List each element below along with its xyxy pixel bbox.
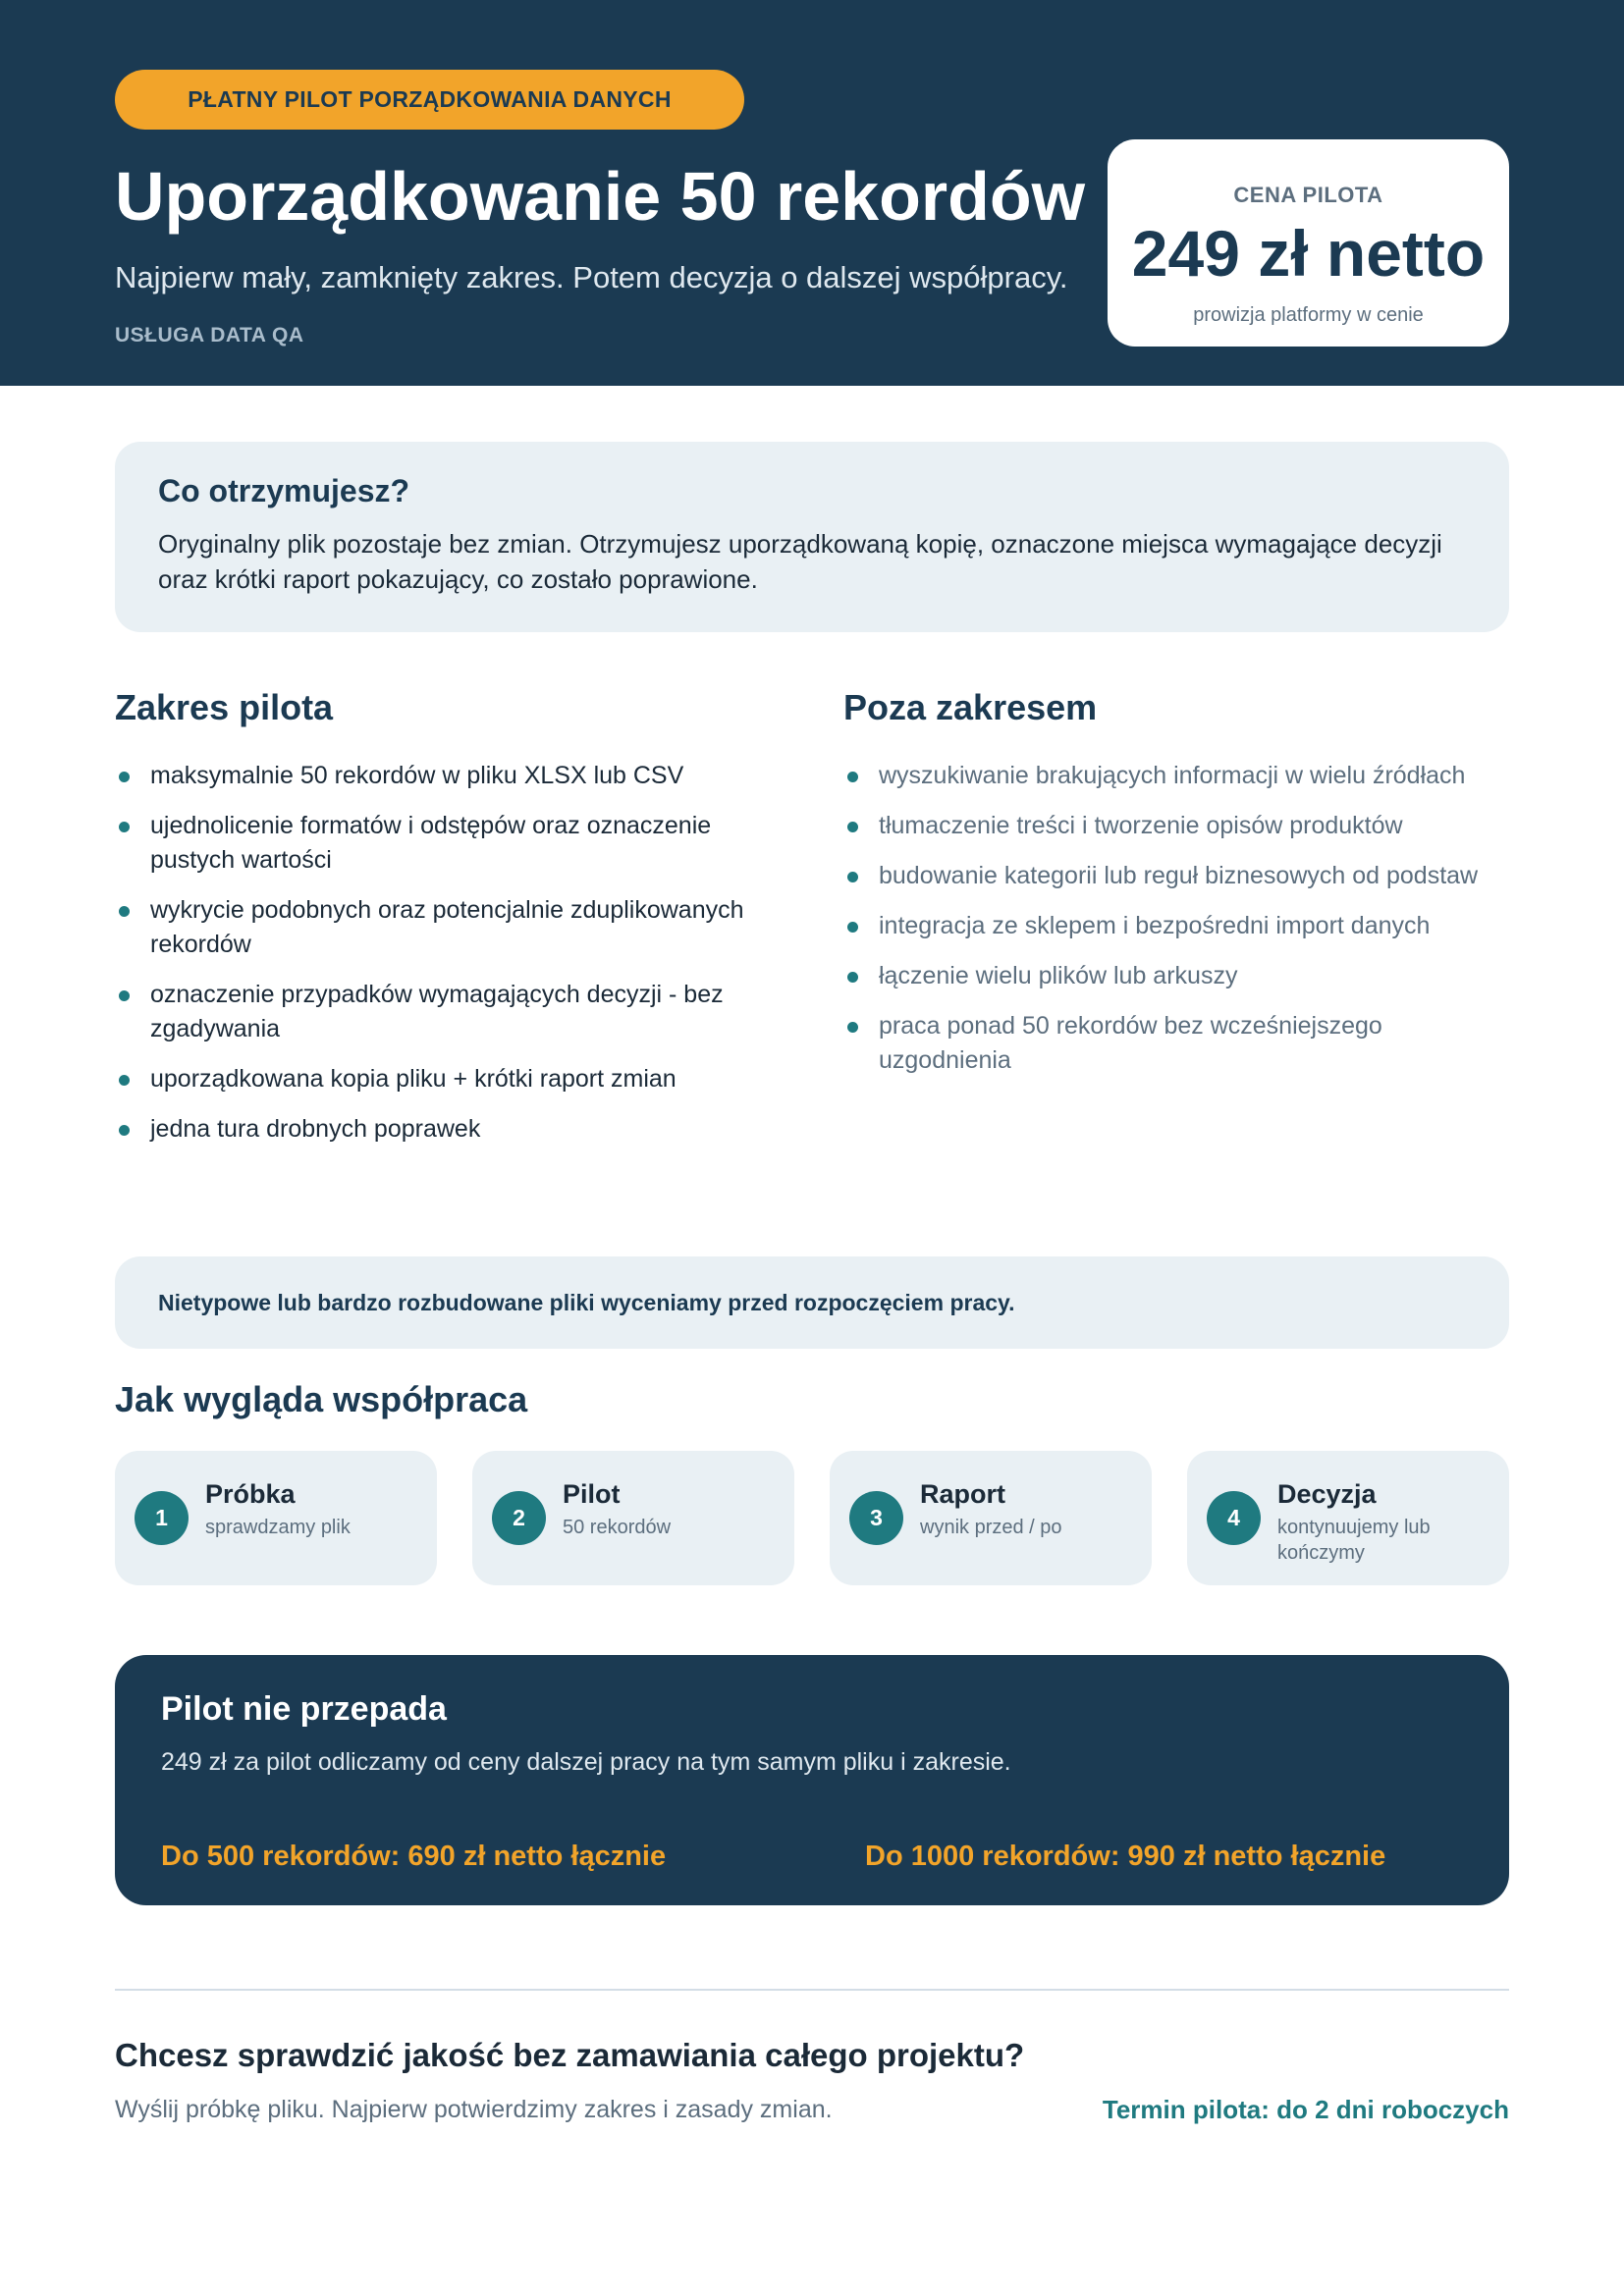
list-item: integracja ze sklepem i bezpośredni import danych xyxy=(843,909,1511,943)
price-value: 249 zł netto xyxy=(1131,217,1486,290)
list-item: oznaczenie przypadków wymagających decyzji - bez zgadywania xyxy=(115,978,783,1046)
step-number: 3 xyxy=(849,1491,903,1545)
page-subtitle: Najpierw mały, zamknięty zakres. Potem decyzja o dalszej współpracy. xyxy=(115,260,1068,294)
bullet-icon xyxy=(119,772,130,782)
list-item: uporządkowana kopia pliku + krótki raport zmian xyxy=(115,1062,783,1096)
price-label: CENA PILOTA xyxy=(1233,183,1383,207)
bullet-icon xyxy=(847,772,858,782)
process-step xyxy=(472,1451,794,1585)
cta-text: Wyślij próbkę pliku. Najpierw potwierdzimy zakres i zasady zmian. xyxy=(115,2096,833,2123)
page-title: Uporządkowanie 50 rekordów xyxy=(115,158,1086,235)
bullet-icon xyxy=(847,972,858,983)
bullet-icon xyxy=(847,1022,858,1033)
deliverables-text: Oryginalny plik pozostaje bez zmian. Otrzymujesz uporządkowaną kopię, oznaczone miejsca wymagające decyzji oraz krótki raport pokazujący, co zostało poprawione. xyxy=(158,529,1442,594)
pilot-term: Termin pilota: do 2 dni roboczych xyxy=(1102,2095,1509,2124)
pilot-credit-title: Pilot nie przepada xyxy=(161,1690,447,1728)
list-item: jedna tura drobnych poprawek xyxy=(115,1112,783,1147)
offer-500: Do 500 rekordów: 690 zł netto łącznie xyxy=(161,1841,667,1872)
price-card xyxy=(1108,139,1509,347)
pilot-badge: PŁATNY PILOT PORZĄDKOWANIA DANYCH xyxy=(115,70,744,130)
step-title: Raport xyxy=(920,1479,1005,1509)
list-item: tłumaczenie treści i tworzenie opisów produktów xyxy=(843,809,1511,843)
step-number: 2 xyxy=(492,1491,546,1545)
bullet-icon xyxy=(119,906,130,917)
out-of-scope-title: Poza zakresem xyxy=(843,687,1098,727)
process-step xyxy=(115,1451,437,1585)
pilot-credit-box xyxy=(115,1655,1509,1905)
cta-title: Chcesz sprawdzić jakość bez zamawiania całego projektu? xyxy=(115,2037,1025,2073)
bullet-icon xyxy=(847,822,858,832)
step-number: 4 xyxy=(1207,1491,1261,1545)
scope-list xyxy=(115,759,783,1162)
step-title: Decyzja xyxy=(1277,1479,1377,1509)
list-item: maksymalnie 50 rekordów w pliku XLSX lub CSV xyxy=(115,759,783,793)
service-tag: USŁUGA DATA QA xyxy=(115,324,304,347)
scope-title: Zakres pilota xyxy=(115,687,334,727)
bullet-icon xyxy=(847,922,858,933)
step-description: 50 rekordów xyxy=(563,1517,672,1538)
list-item: budowanie kategorii lub reguł biznesowych od podstaw xyxy=(843,859,1511,893)
list-item: wykrycie podobnych oraz potencjalnie zduplikowanych rekordów xyxy=(115,893,783,962)
list-item: ujednolicenie formatów i odstępów oraz oznaczenie pustych wartości xyxy=(115,809,783,878)
deliverables-title: Co otrzymujesz? xyxy=(158,473,410,508)
step-description: sprawdzamy plik xyxy=(205,1517,351,1538)
list-item: wyszukiwanie brakujących informacji w wielu źródłach xyxy=(843,759,1511,793)
deliverables-box xyxy=(115,442,1509,632)
list-item: łączenie wielu plików lub arkuszy xyxy=(843,959,1511,993)
offer-1000: Do 1000 rekordów: 990 zł netto łącznie xyxy=(865,1841,1386,1872)
bullet-icon xyxy=(119,990,130,1001)
pilot-credit-text: 249 zł za pilot odliczamy od ceny dalszej pracy na tym samym pliku i zakresie. xyxy=(161,1748,1011,1776)
step-description: wynik przed / po xyxy=(920,1517,1062,1538)
bullet-icon xyxy=(119,1125,130,1136)
out-of-scope-list xyxy=(843,759,1511,1094)
process-step xyxy=(830,1451,1152,1585)
pricing-note: Nietypowe lub bardzo rozbudowane pliki wyceniamy przed rozpoczęciem pracy. xyxy=(158,1289,1015,1315)
step-title: Próbka xyxy=(205,1479,296,1509)
bullet-icon xyxy=(119,1075,130,1086)
list-item: praca ponad 50 rekordów bez wcześniejszego uzgodnienia xyxy=(843,1009,1511,1078)
process-step xyxy=(1187,1451,1509,1585)
step-description: kontynuujemy lub kończymy xyxy=(1277,1517,1431,1564)
header-banner xyxy=(0,0,1624,386)
bullet-icon xyxy=(119,822,130,832)
pricing-note-box xyxy=(115,1256,1509,1349)
divider xyxy=(115,1989,1509,1991)
bullet-icon xyxy=(847,872,858,882)
step-title: Pilot xyxy=(563,1479,621,1509)
step-number: 1 xyxy=(135,1491,189,1545)
process-title: Jak wygląda współpraca xyxy=(115,1379,528,1419)
price-note: prowizja platformy w cenie xyxy=(1193,304,1424,326)
